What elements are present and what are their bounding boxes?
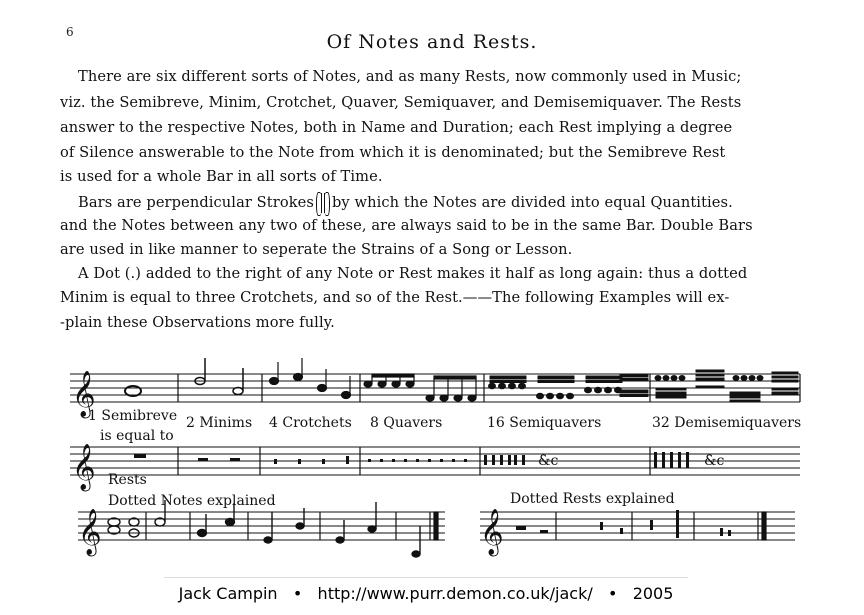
treble-clef-icon: 𝄞 [72, 371, 96, 417]
label-demisemiquavers: 32 Demisemiquavers [652, 415, 802, 431]
section-dotted-notes: Dotted Notes explained [108, 493, 276, 509]
bars-text-end: by which the Notes are divided into equal Quantities. [331, 194, 733, 211]
staff-2 [70, 447, 800, 475]
label-quavers: 8 Quavers [370, 415, 443, 431]
label-crotchets: 4 Crotchets [269, 415, 352, 431]
credit-bar [164, 577, 688, 609]
text-line-1: There are six different sorts of Notes, and as many Rests, now commonly used in Music; [78, 68, 742, 85]
text-line-4: of Silence answerable to the Note from which it is denominated; but the Semibreve Rest [60, 144, 726, 161]
text-line-9: A Dot (.) added to the right of any Note or Rest makes it half as long again: thus a dotted [78, 265, 748, 282]
credit-url-link[interactable]: http://www.purr.demon.co.uk/jack/ [317, 584, 593, 603]
section-dotted-rests: Dotted Rests explained [510, 491, 675, 507]
demisemiquaver-notes [655, 370, 798, 402]
minim-notes [195, 358, 243, 395]
label-semiquavers: 16 Semiquavers [487, 415, 602, 431]
bars-text-start: Bars are perpendicular Strokes [78, 194, 314, 211]
credit-year: 2005 [632, 584, 674, 603]
treble-clef-icon-2: 𝄞 [72, 444, 96, 490]
label-etc-2: &c [704, 453, 725, 469]
page-title: Of Notes and Rests. [326, 31, 538, 53]
label-rests: Rests [108, 472, 147, 488]
label-semibreve: 1 Semibreve [88, 408, 178, 424]
treble-clef-icon-4: 𝄞 [480, 509, 504, 555]
text-line-2: viz. the Semibreve, Minim, Crotchet, Quaver, Semiquaver, and Demisemiquaver. The Rests [60, 94, 742, 111]
text-line-11: -plain these Observations more fully. [60, 314, 335, 331]
text-line-7: and the Notes between any two of these, are always said to be in the same Bar. Double Bars [60, 217, 753, 234]
dotted-rests [516, 510, 731, 538]
text-line-5: is used for a whole Bar in all sorts of Time. [60, 168, 383, 185]
credit-separator-1: • [292, 584, 303, 603]
page-number: 6 [66, 25, 74, 39]
label-etc-1: &c [538, 453, 559, 469]
text-line-10: Minim is equal to three Crotchets, and so of the Rest.——The following Examples will ex- [60, 289, 730, 306]
label-equal-to: is equal to [100, 428, 174, 444]
credit-separator-2: • [607, 584, 618, 603]
crotchet-notes [270, 358, 351, 399]
text-line-8: are used in like manner to seperate the Strains of a Song or Lesson. [60, 241, 573, 258]
treble-clef-icon-3: 𝄞 [78, 509, 102, 555]
staff-4 [480, 512, 795, 540]
credit-author: Jack Campin [178, 584, 278, 603]
label-minims: 2 Minims [186, 415, 253, 431]
text-line-3: answer to the respective Notes, both in Name and Duration; each Rest implying a degree [60, 119, 733, 136]
